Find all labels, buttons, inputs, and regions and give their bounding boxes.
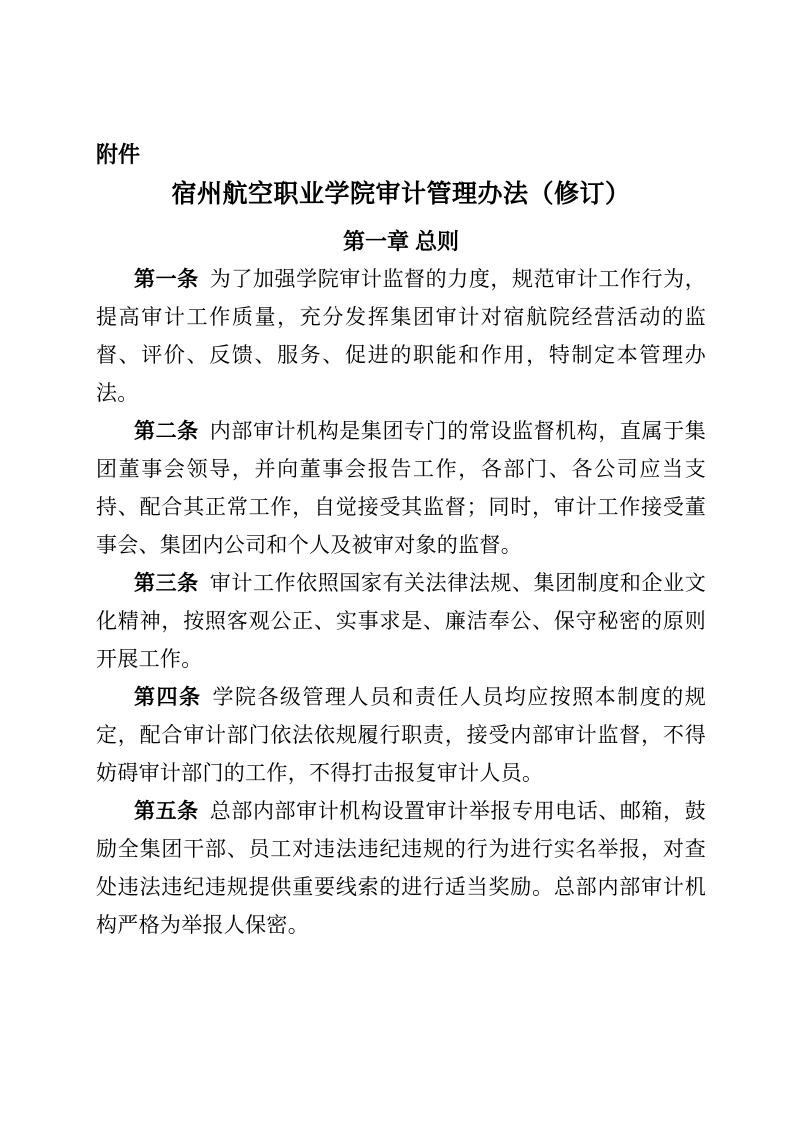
article-number: 第三条 [134,571,199,595]
article-text: 内部审计机构是集团专门的常设监督机构，直属于集团董事会领导，并向董事会报告工作，各部门、各公司应当支持、配合其正常工作，自觉接受其监督；同时，审计工作接受董事会、集团内公司和个人及被审对象的监督。 [96,419,706,557]
article-paragraph [96,412,706,564]
article-number: 第一条 [134,267,199,291]
attachment-label: 附件 [96,142,141,167]
article-text: 学院各级管理人员和责任人员均应按照本制度的规定，配合审计部门依法依规履行职责，接受内部审计监督，不得妨碍审计部门的工作，不得打击报复审计人员。 [96,685,706,785]
article-paragraph [96,260,706,412]
article-number: 第四条 [134,685,202,709]
document-title: 宿州航空职业学院审计管理办法（修订） [171,180,631,208]
article-text: 总部内部审计机构设置审计举报专用电话、邮箱，鼓励全集团干部、员工对违法违纪违规的行为进行实名举报，对查处违法违纪违规提供重要线索的进行适当奖励。总部内部审计机构严格为举报人保密。 [96,799,706,937]
article-text: 为了加强学院审计监督的力度，规范审计工作行为，提高审计工作质量，充分发挥集团审计对宿航院经营活动的监督、评价、反馈、服务、促进的职能和作用，特制定本管理办法。 [96,267,706,405]
article-number: 第五条 [134,799,199,823]
article-text: 审计工作依照国家有关法律法规、集团制度和企业文化精神，按照客观公正、实事求是、廉洁奉公、保守秘密的原则开展工作。 [96,571,706,671]
article-number: 第二条 [134,419,199,443]
article-paragraph [96,792,706,944]
document-body [96,260,706,944]
article-paragraph [96,678,706,792]
article-paragraph [96,564,706,678]
chapter-heading: 第一章 总则 [342,229,460,254]
